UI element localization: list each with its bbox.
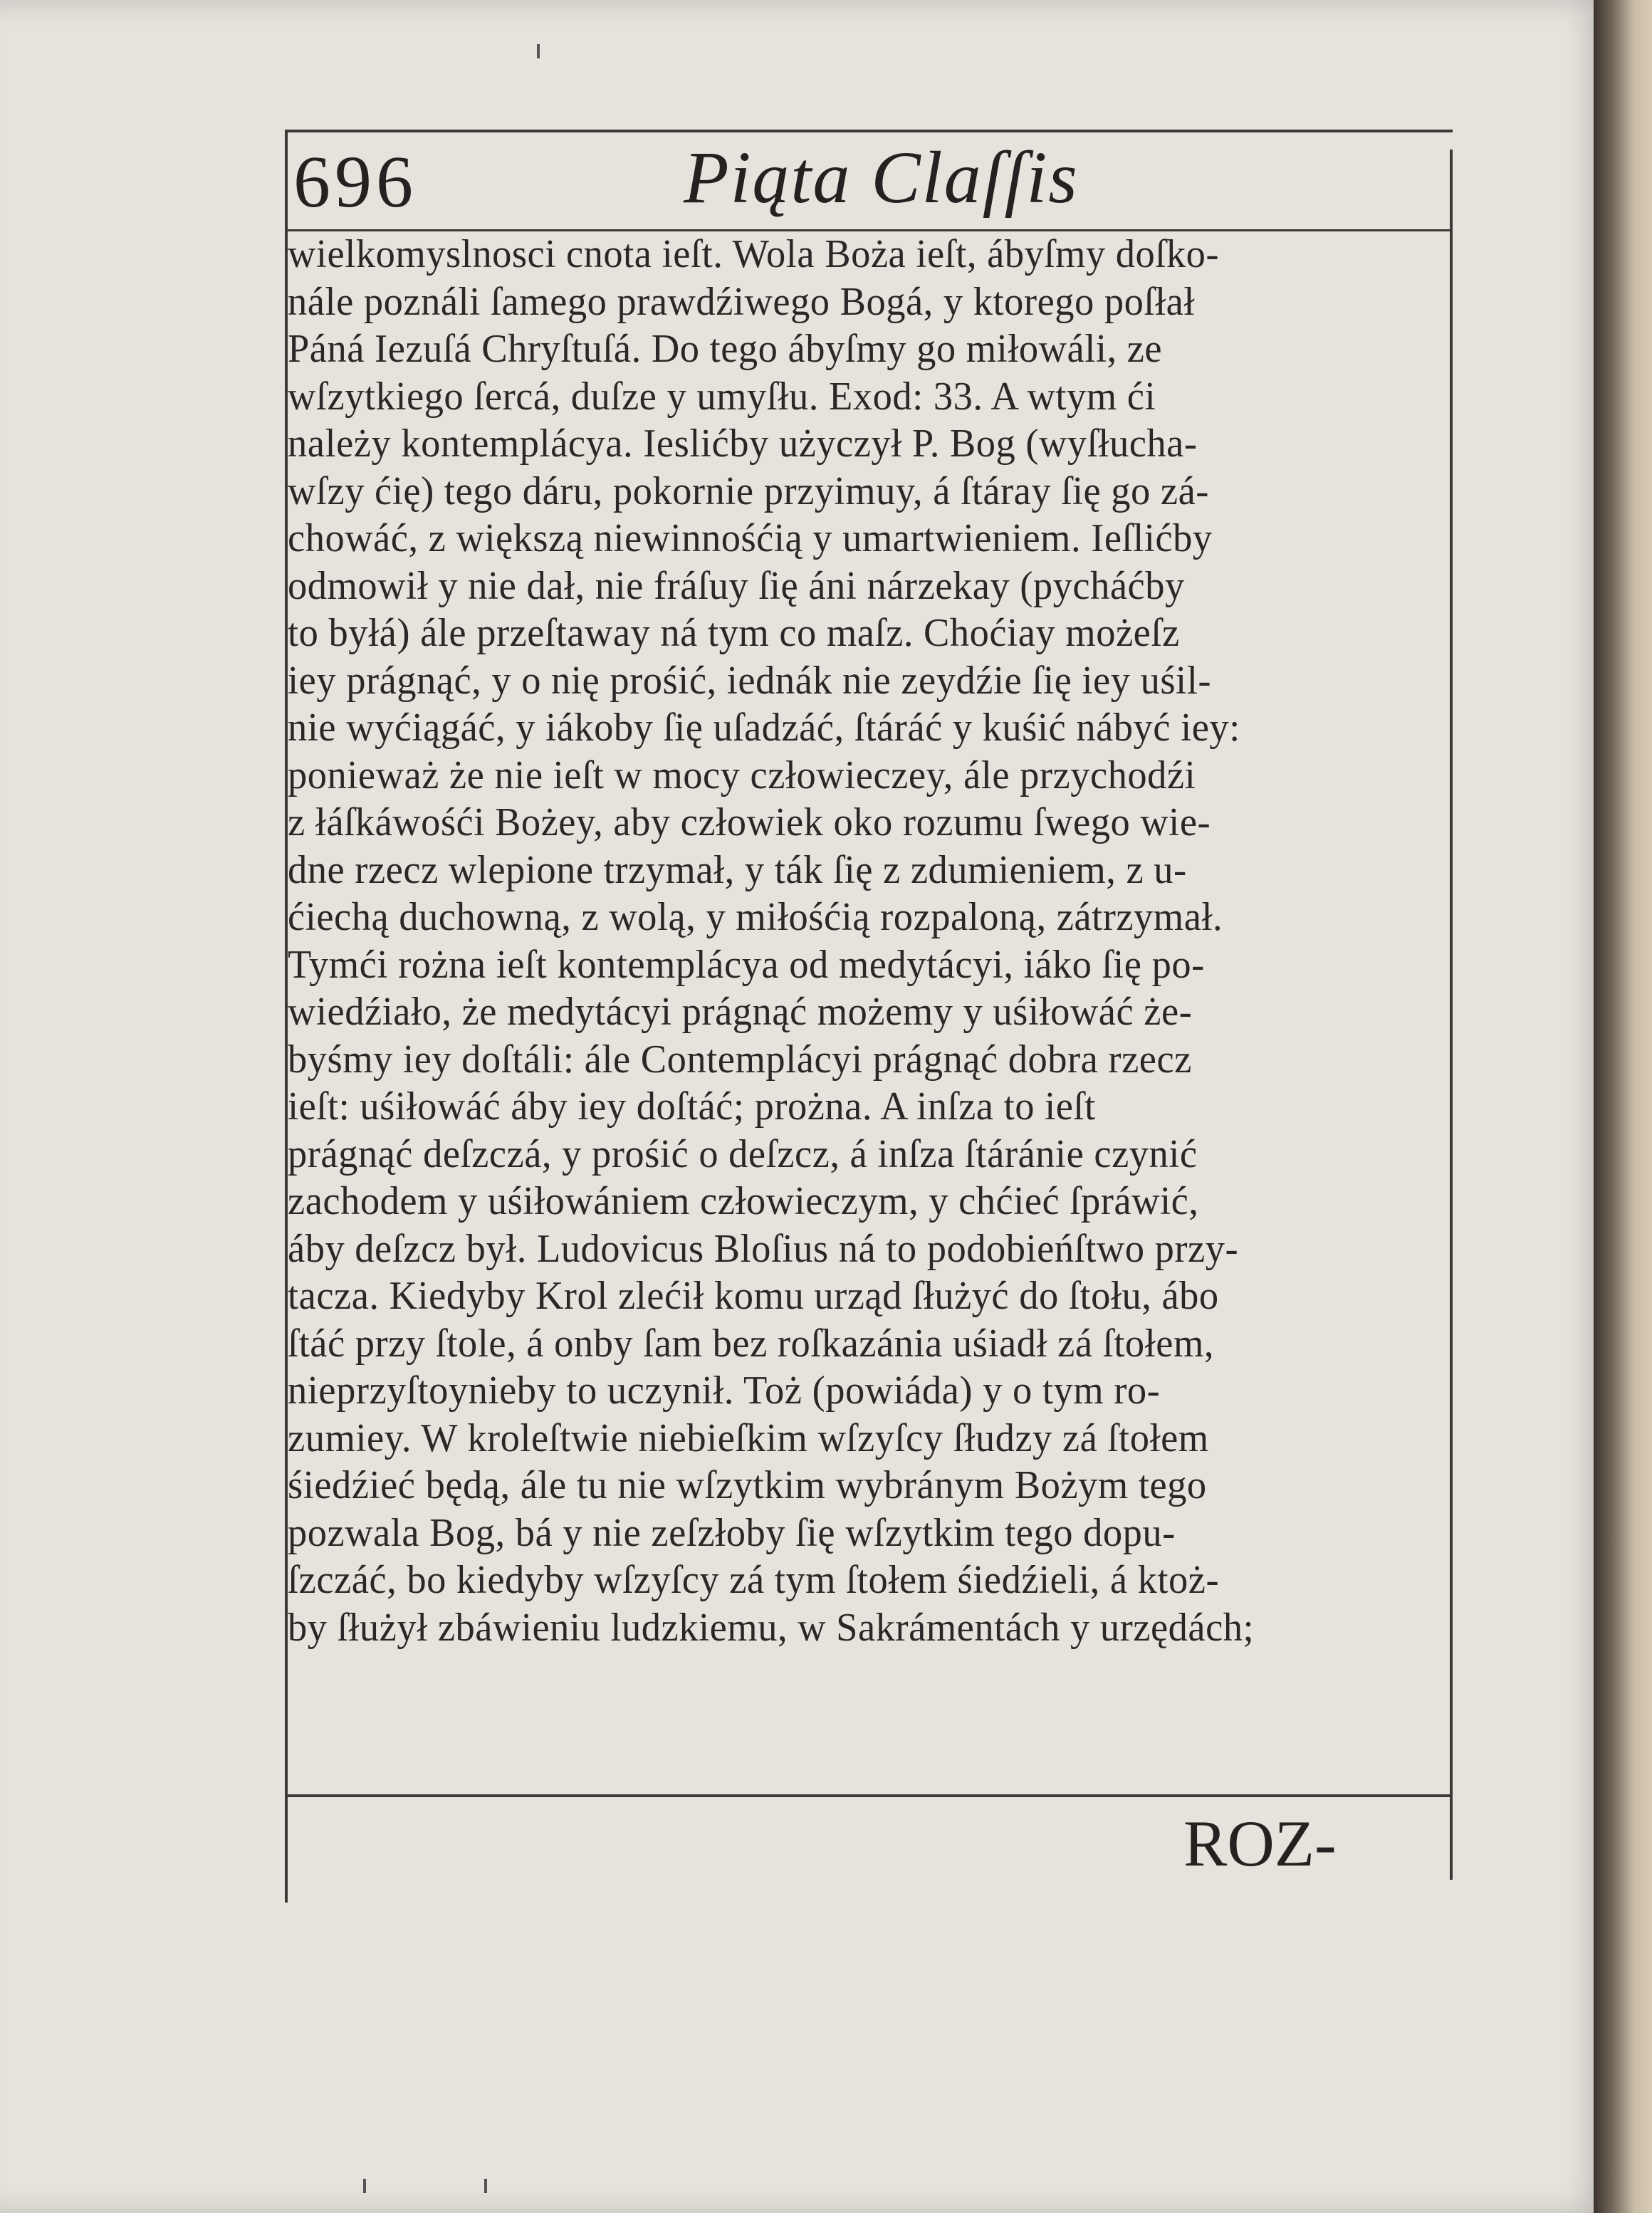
text-line: nále poználi ſamego prawdźiwego Bogá, y ktorego poſłał [288, 279, 1195, 324]
frame-rule-bottom [285, 1794, 1453, 1797]
stray-mark [484, 2179, 487, 2193]
text-line: nieprzyſtoynieby to uczynił. Toż (powiáda) y o tym ro- [288, 1369, 1161, 1413]
text-line: ſzczáć, bo kiedyby wſzyſcy zá tym ſtołem śiedźieli, á ktoż- [288, 1558, 1220, 1602]
stray-mark [363, 2179, 366, 2193]
text-line: to byłá) ále przeſtaway ná tym co maſz. Choćiay możeſz [288, 611, 1180, 655]
text-line: ieſt: uśiłowáć áby iey doſtáć; prożna. A inſza to ieſt [288, 1084, 1096, 1129]
book-gutter [1594, 0, 1652, 2213]
body-text [288, 231, 1481, 1651]
running-head: Piąta Claſſis [684, 137, 1079, 219]
text-line: ſtáć przy ſtole, á onby ſam bez roſkazánia uśiadł zá ſtołem, [288, 1321, 1215, 1366]
text-line: ćiechą duchowną, z wolą, y miłośćią rozpaloną, zátrzymał. [288, 895, 1223, 939]
text-line: chowáć, z większą niewinnośćią y umartwieniem. Ieſlićby [288, 516, 1213, 560]
stray-mark [537, 44, 540, 58]
text-line: zachodem y uśiłowániem człowieczym, y chćieć ſpráwić, [288, 1179, 1199, 1223]
text-line: z łáſkáwośći Bożey, aby człowiek oko rozumu ſwego wie- [288, 800, 1211, 844]
text-line: Páná Iezuſá Chryſtuſá. Do tego ábyſmy go miłowáli, ze [288, 327, 1163, 371]
text-line: by ſłużył zbáwieniu ludzkiemu, w Sakrámentách y urzędách; [288, 1605, 1255, 1650]
text-line: wſzytkiego ſercá, duſze y umyſłu. Exod: 33. A wtym ći [288, 374, 1156, 419]
text-line: áby deſzcz był. Ludovicus Bloſius ná to podobieńſtwo przy- [288, 1226, 1239, 1271]
text-line: Tymći rożna ieſt kontemplácya od medytácyi, iáko ſię po- [288, 942, 1205, 987]
page-number: 696 [293, 141, 417, 223]
text-line: wielkomyslnosci cnota ieſt. Wola Boża ieſt, ábyſmy doſko- [288, 232, 1220, 276]
text-line: ponieważ że nie ieſt w mocy człowieczey, ále przychodźi [288, 753, 1196, 797]
text-line: prágnąć deſzczá, y prośić o deſzcz, á inſza ſtáránie czynić [288, 1131, 1198, 1176]
text-line: należy kontemplácya. Ieslićby użyczył P. Bog (wyſłucha- [288, 422, 1198, 466]
text-line: nie wyćiągáć, y iákoby ſię uſadzáć, ſtáráć y kuśić nábyć iey: [288, 706, 1240, 750]
text-line: śiedźieć będą, ále tu nie wſzytkim wybránym Bożym tego [288, 1463, 1207, 1507]
text-line: zumiey. W kroleſtwie niebieſkim wſzyſcy ſłudzy zá ſtołem [288, 1416, 1209, 1460]
text-line: wiedźiało, że medytácyi prágnąć możemy y uśiłowáć że- [288, 990, 1193, 1034]
text-line: wſzy ćię) tego dáru, pokornie przyimuy, á ſtáray ſię go zá- [288, 469, 1209, 513]
text-line: odmowił y nie dał, nie fráſuy ſię áni nárzekay (pycháćby [288, 563, 1185, 608]
text-line: pozwala Bog, bá y nie zeſzłoby ſię wſzytkim tego dopu- [288, 1510, 1176, 1555]
text-line: iey prágnąć, y o nię prośić, iednák nie zeydźie ſię iey uśil- [288, 658, 1211, 703]
text-line: byśmy iey doſtáli: ále Contemplácyi prágnąć dobra rzecz [288, 1037, 1192, 1082]
frame-rule-top [285, 130, 1453, 132]
text-line: tacza. Kiedyby Krol zlećił komu urząd ſłużyć do ſtołu, ábo [288, 1274, 1219, 1318]
text-line: dne rzecz wlepione trzymał, y ták ſię z zdumieniem, z u- [288, 847, 1187, 892]
catchword: ROZ- [1183, 1807, 1337, 1880]
